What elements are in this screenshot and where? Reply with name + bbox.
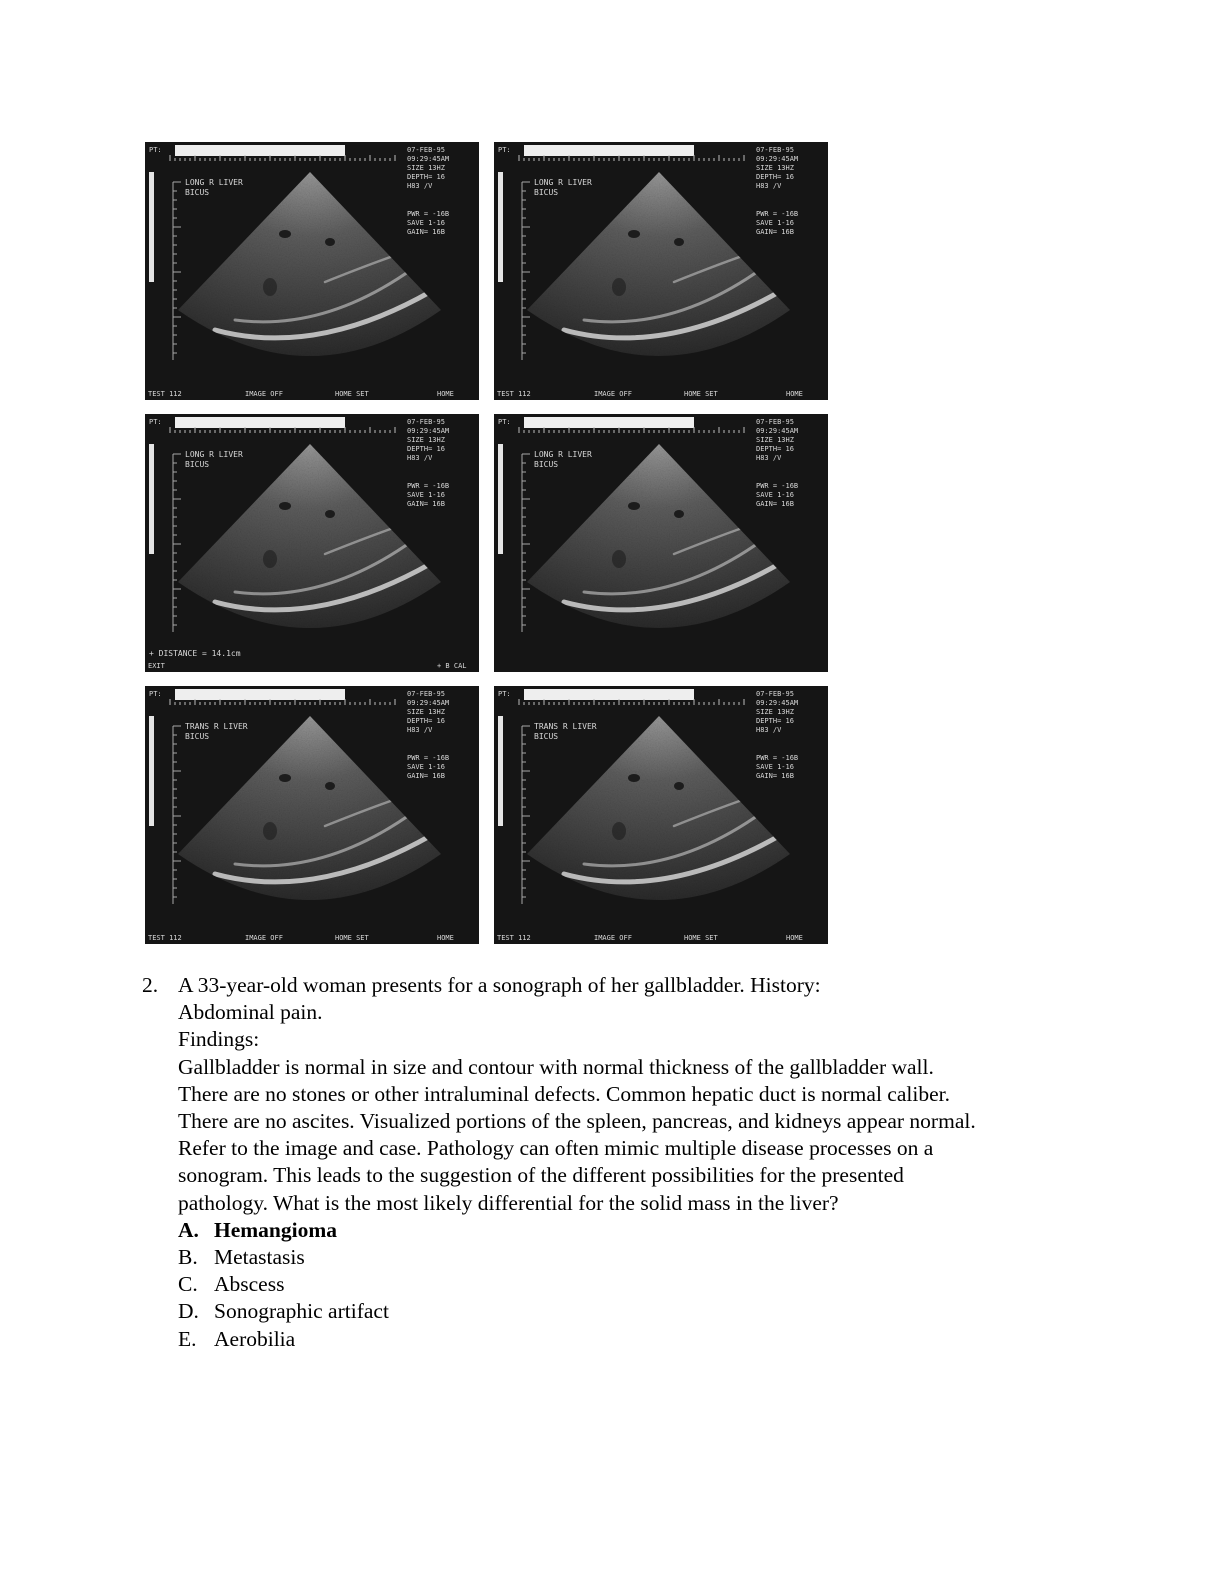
measurement-text: + DISTANCE = 14.1cm [149,649,241,658]
param-text: H83 /V [407,726,433,734]
param-text: GAIN= 16B [756,772,794,780]
param-text: GAIN= 16B [407,228,445,236]
param-text: 09:29:45AM [756,699,799,707]
param-text: SIZE 13HZ [756,708,794,716]
param-text: SIZE 13HZ [407,164,445,172]
choice-letter: C. [178,1272,198,1297]
footer-text: HOME SET [684,934,718,942]
param-text: H83 /V [756,182,782,190]
ultrasound-figure [145,142,829,945]
param-text: SAVE 1-16 [756,763,794,771]
param-text: 07-FEB-95 [756,146,794,154]
param-text: SIZE 13HZ [756,436,794,444]
footer-text: HOME SET [335,934,369,942]
param-text: SAVE 1-16 [407,491,445,499]
ultrasound-panel-5 [145,686,479,944]
param-text: SIZE 13HZ [407,436,445,444]
ultrasound-panel-3 [145,414,479,672]
patient-label: PT: [149,418,162,426]
param-text: H83 /V [407,182,433,190]
choice-text: Abscess [214,1272,285,1297]
stem-line: pathology. What is the most likely differential for the solid mass in the liver? [178,1190,839,1215]
scan-sublabel: BICUS [534,732,559,741]
footer-text: IMAGE OFF [594,390,632,398]
ultrasound-panel-2 [494,142,828,400]
scan-label: LONG R LIVER [534,178,592,187]
choice-text: Metastasis [214,1245,305,1270]
scan-sublabel: BICUS [534,188,559,197]
param-text: GAIN= 16B [756,228,794,236]
param-text: 07-FEB-95 [407,690,445,698]
stem-line: sonogram. This leads to the suggestion of the different possibilities for the presented [178,1163,904,1188]
param-text: 09:29:45AM [756,155,799,163]
param-text: 09:29:45AM [407,155,450,163]
param-text: SAVE 1-16 [407,763,445,771]
param-text: SAVE 1-16 [407,219,445,227]
param-text: SIZE 13HZ [756,164,794,172]
patient-label: PT: [149,690,162,698]
param-text: PWR = -16B [407,210,450,218]
footer-text: TEST 112 [497,934,531,942]
footer-text: IMAGE OFF [245,934,283,942]
choice-b [178,1244,1082,1271]
param-text: DEPTH= 16 [407,173,445,181]
ultrasound-panel-4 [494,414,828,672]
stem-line: There are no stones or other intraluminal defects. Common hepatic duct is normal caliber. [178,1081,950,1106]
param-text: PWR = -16B [756,210,799,218]
choice-letter: E. [178,1326,197,1351]
patient-label: PT: [498,146,511,154]
question-stem [178,972,1082,1217]
scan-label: TRANS R LIVER [534,722,597,731]
choice-letter: D. [178,1299,199,1324]
choice-letter: A. [178,1217,199,1242]
choice-letter: B. [178,1245,198,1270]
choice-c [178,1271,1082,1298]
param-text: 09:29:45AM [407,427,450,435]
param-text: GAIN= 16B [407,772,445,780]
footer-text: HOME [786,390,803,398]
stem-line: Refer to the image and case. Pathology can often mimic multiple disease processes on a [178,1136,934,1161]
footer-text: TEST 112 [148,390,182,398]
scan-label: LONG R LIVER [534,450,592,459]
patient-label: PT: [498,418,511,426]
answer-choices [178,1217,1082,1353]
footer-text: HOME [437,390,454,398]
param-text: DEPTH= 16 [756,173,794,181]
param-text: 07-FEB-95 [407,418,445,426]
stem-line: Findings: [178,1027,260,1052]
scan-label: LONG R LIVER [185,450,243,459]
footer-text: HOME [786,934,803,942]
param-text: H83 /V [756,454,782,462]
param-text: GAIN= 16B [756,500,794,508]
footer-text: HOME SET [684,390,718,398]
param-text: 09:29:45AM [756,427,799,435]
footer-text: HOME [437,934,454,942]
param-text: H83 /V [756,726,782,734]
stem-line: Abdominal pain. [178,1000,323,1025]
param-text: PWR = -16B [756,482,799,490]
stem-line: A 33-year-old woman presents for a sonograph of her gallbladder. History: [178,973,821,997]
patient-label: PT: [149,146,162,154]
param-text: DEPTH= 16 [756,445,794,453]
footer-text: HOME SET [335,390,369,398]
param-text: SIZE 13HZ [407,708,445,716]
param-text: H83 /V [407,454,433,462]
ultrasound-panel-1 [145,142,479,400]
patient-label: PT: [498,690,511,698]
choice-a [178,1217,1082,1244]
question-block [142,972,1082,1353]
scan-sublabel: BICUS [534,460,559,469]
scan-sublabel: BICUS [185,732,210,741]
param-text: DEPTH= 16 [756,717,794,725]
ultrasound-panel-6 [494,686,828,944]
footer-text: EXIT [148,662,165,670]
param-text: SAVE 1-16 [756,491,794,499]
param-text: 07-FEB-95 [756,690,794,698]
param-text: 07-FEB-95 [756,418,794,426]
param-text: DEPTH= 16 [407,445,445,453]
choice-text: Aerobilia [214,1326,296,1351]
param-text: GAIN= 16B [407,500,445,508]
footer-text: TEST 112 [148,934,182,942]
param-text: DEPTH= 16 [407,717,445,725]
scan-sublabel: BICUS [185,460,210,469]
param-text: PWR = -16B [756,754,799,762]
footer-text: + B CAL [437,662,467,670]
param-text: 09:29:45AM [407,699,450,707]
footer-text: IMAGE OFF [594,934,632,942]
param-text: SAVE 1-16 [756,219,794,227]
param-text: PWR = -16B [407,482,450,490]
choice-text: Hemangioma [214,1217,338,1242]
stem-line: Gallbladder is normal in size and contour with normal thickness of the gallbladder wall. [178,1054,934,1079]
param-text: 07-FEB-95 [407,146,445,154]
footer-text: IMAGE OFF [245,390,283,398]
param-text: PWR = -16B [407,754,450,762]
question-number: 2. [142,973,159,997]
scan-label: TRANS R LIVER [185,722,248,731]
stem-line: There are no ascites. Visualized portions of the spleen, pancreas, and kidneys appear normal. [178,1109,976,1134]
footer-text: TEST 112 [497,390,531,398]
choice-text: Sonographic artifact [214,1299,389,1324]
scan-sublabel: BICUS [185,188,210,197]
scan-label: LONG R LIVER [185,178,243,187]
choice-d [178,1298,1082,1325]
choice-e [178,1326,1082,1353]
